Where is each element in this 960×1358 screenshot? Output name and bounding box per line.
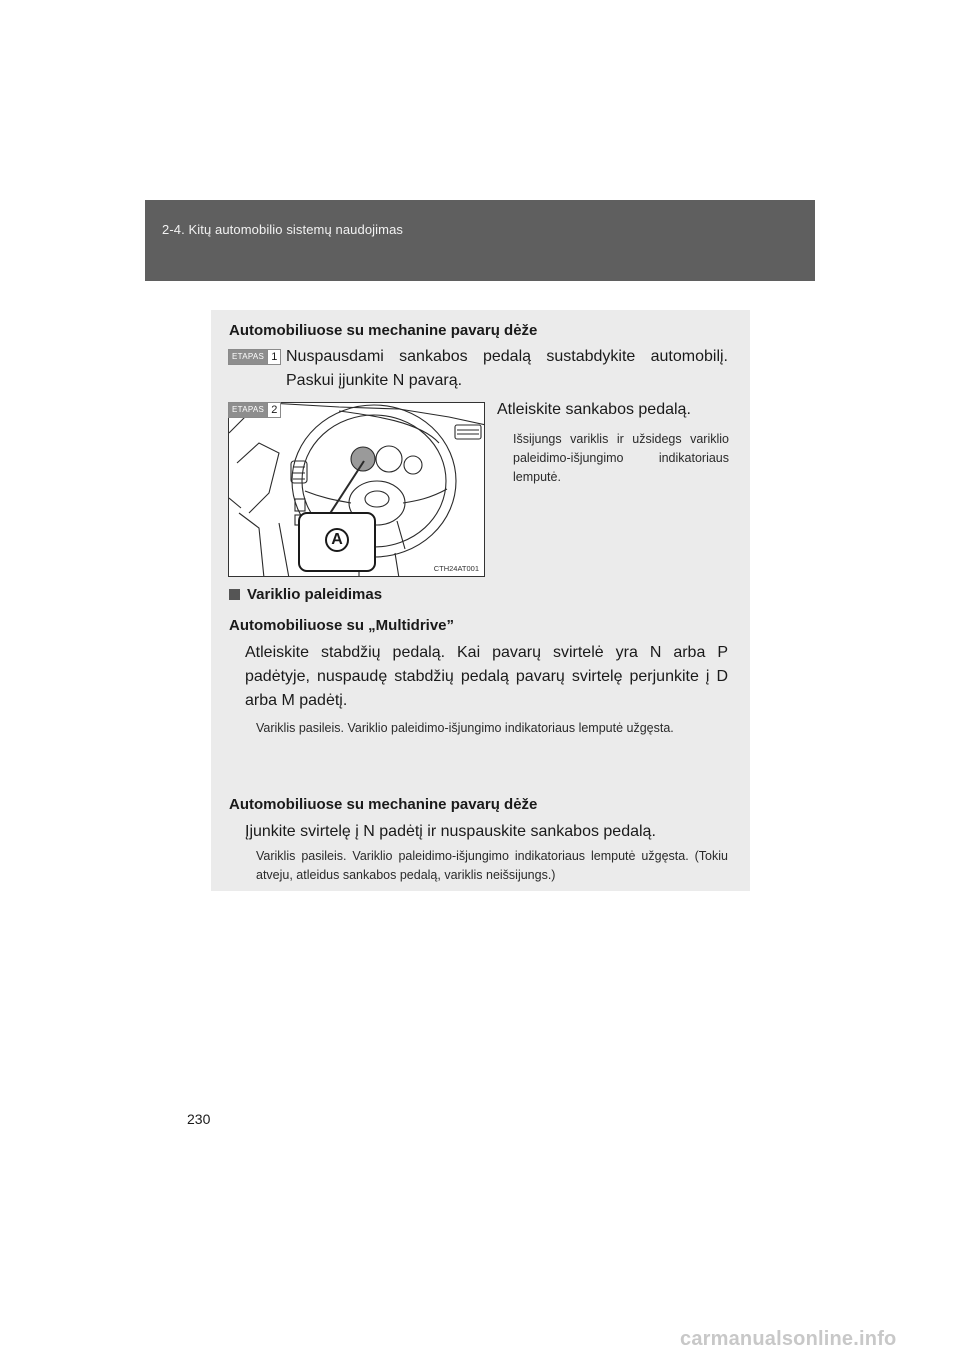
dashboard-drawing	[229, 403, 485, 577]
step2-badge-number: 2	[267, 403, 280, 417]
engine-start-heading: Variklio paleidimas	[247, 586, 383, 603]
step1-badge-word: ETAPAS	[229, 350, 267, 364]
section-title: 2-4. Kitų automobilio sistemų naudojimas	[162, 222, 404, 237]
manual-text: Įjunkite svirtelę į N padėtį ir nuspauskite sankabos pedalą.	[245, 823, 656, 840]
watermark-text: carmanualsonline.info	[680, 1328, 897, 1350]
step1-text: Nuspausdami sankabos pedalą sustabdykite automobilį. Paskui įjunkite N pavarą.	[286, 348, 728, 389]
step2-badge	[228, 402, 281, 418]
callout-a-marker: A	[325, 528, 349, 552]
step2-badge-word: ETAPAS	[229, 403, 267, 417]
manual-transmission-heading-2: Automobiliuose su mechanine pavarų dėže	[229, 796, 538, 813]
section-bullet-icon	[229, 589, 240, 600]
manual-transmission-heading: Automobiliuose su mechanine pavarų dėže	[229, 322, 538, 339]
step1-badge	[228, 349, 281, 365]
step2-note: Išsijungs variklis ir užsidegs variklio paleidimo-išjungimo indikatoriaus lemputė.	[513, 432, 729, 484]
section-header-band	[145, 200, 815, 281]
multidrive-heading: Automobiliuose su „Multidrive”	[229, 617, 455, 634]
multidrive-note: Variklis pasileis. Variklio paleidimo-išjungimo indikatoriaus lemputė užgęsta.	[256, 721, 674, 735]
steering-wheel-illustration	[228, 402, 485, 577]
step2-text: Atleiskite sankabos pedalą.	[497, 401, 691, 418]
multidrive-text: Atleiskite stabdžių pedalą. Kai pavarų svirtelė yra N arba P padėtyje, nuspaudę stabdžių pedalą pavarų svirtelę perjunkite į D arba M padėtį.	[245, 644, 728, 709]
page-number: 230	[187, 1111, 211, 1127]
figure-code: CTH24AT001	[433, 564, 479, 573]
step1-badge-number: 1	[267, 350, 280, 364]
manual-note: Variklis pasileis. Variklio paleidimo-išjungimo indikatoriaus lemputė užgęsta. (Tokiu atveju, atleidus sankabos pedalą, variklis neišsijungs.)	[256, 849, 728, 882]
